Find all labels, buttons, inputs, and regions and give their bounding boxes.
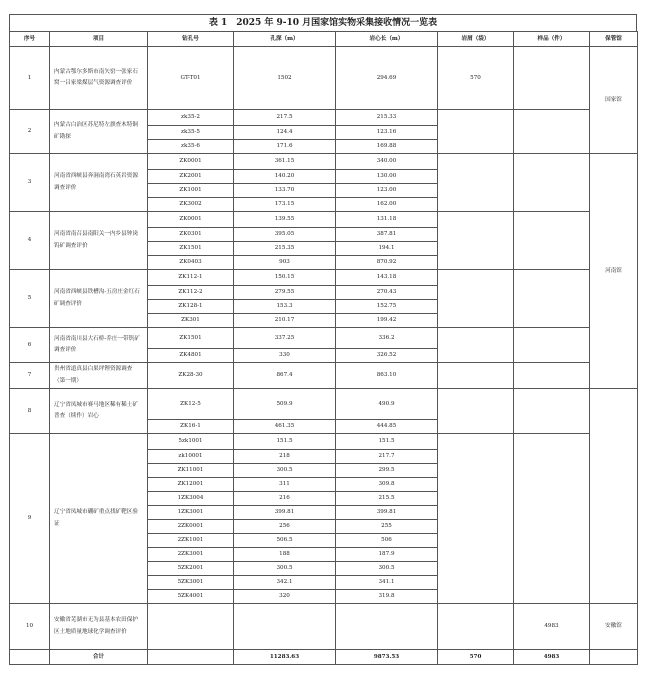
hole-depth: 506.5 <box>234 534 336 548</box>
hole-depth: 867.4 <box>234 363 336 389</box>
project-name: 辽宁省凤城市赛马地区稀有稀土矿普查（续作）岩心 <box>50 389 148 434</box>
rock-chips <box>438 328 514 363</box>
hole-depth: 330 <box>234 349 336 363</box>
core-length: 399.81 <box>336 506 438 520</box>
hole-depth: 461.35 <box>234 420 336 434</box>
core-length: 187.9 <box>336 548 438 562</box>
core-length: 336.2 <box>336 328 438 349</box>
hole-id: ZK3002 <box>148 198 234 212</box>
hole-depth: 153.3 <box>234 300 336 314</box>
total-label: 合计 <box>50 650 148 665</box>
samples <box>514 47 590 110</box>
core-length: 255 <box>336 520 438 534</box>
core-length: 294.69 <box>336 47 438 110</box>
hole-depth: 188 <box>234 548 336 562</box>
table-row <box>10 270 638 286</box>
table-row <box>10 154 638 170</box>
core-length: 123.16 <box>336 126 438 140</box>
total-hole <box>148 650 234 665</box>
summary-table-container <box>9 14 637 665</box>
total-no <box>10 650 50 665</box>
hole-id: 5ZK4001 <box>148 590 234 604</box>
core-length: 130.00 <box>336 170 438 184</box>
samples <box>514 154 590 212</box>
hole-id: ZK0001 <box>148 212 234 228</box>
samples <box>514 434 590 604</box>
core-length: 319.8 <box>336 590 438 604</box>
hole-id: ZK2001 <box>148 170 234 184</box>
hole-depth: 395.05 <box>234 228 336 242</box>
core-length: 506 <box>336 534 438 548</box>
hole-depth <box>234 604 336 650</box>
row-number: 10 <box>10 604 50 650</box>
table-title: 表 1 2025 年 9-10 月国家馆实物采集接收情况一览表 <box>9 14 637 31</box>
hole-id: 2ZK3001 <box>148 548 234 562</box>
samples <box>514 389 590 434</box>
hole-id: 1ZK3004 <box>148 492 234 506</box>
core-length: 151.5 <box>336 434 438 450</box>
core-length: 444.85 <box>336 420 438 434</box>
row-number: 9 <box>10 434 50 604</box>
rock-chips <box>438 389 514 434</box>
hole-id: 5ZK2001 <box>148 562 234 576</box>
header-row <box>10 32 638 47</box>
core-length: 387.81 <box>336 228 438 242</box>
table-row <box>10 604 638 650</box>
hole-id: 5zk1001 <box>148 434 234 450</box>
hole-depth: 361.15 <box>234 154 336 170</box>
core-length: 341.1 <box>336 576 438 590</box>
hole-depth: 300.5 <box>234 562 336 576</box>
rock-chips <box>438 604 514 650</box>
hole-depth: 139.55 <box>234 212 336 228</box>
table-row <box>10 110 638 126</box>
project-name: 河南省南川县大石桥-乔庄一带钒矿调查评价 <box>50 328 148 363</box>
hole-depth: 171.6 <box>234 140 336 154</box>
hole-id: ZK1501 <box>148 328 234 349</box>
hole-id: 2ZK1001 <box>148 534 234 548</box>
hole-depth: 216 <box>234 492 336 506</box>
hole-depth: 210.17 <box>234 314 336 328</box>
core-length: 194.1 <box>336 242 438 256</box>
hole-id: zk35-2 <box>148 110 234 126</box>
hole-depth: 133.70 <box>234 184 336 198</box>
header-core: 岩心长（m） <box>336 32 438 47</box>
project-name: 河南省西峡县铁槽沟-五房庄金红石矿调查评价 <box>50 270 148 328</box>
rock-chips <box>438 110 514 154</box>
project-name: 贵州省道真县白果坪锂资源调查（第一期） <box>50 363 148 389</box>
hole-id: ZK1001 <box>148 184 234 198</box>
hole-depth: 320 <box>234 590 336 604</box>
core-length: 162.00 <box>336 198 438 212</box>
core-length <box>336 604 438 650</box>
project-name: 河南省西峡县奔洞南湾石英岩资源调查评价 <box>50 154 148 212</box>
total-samples: 4983 <box>514 650 590 665</box>
hole-depth: 215.35 <box>234 242 336 256</box>
total-custodian <box>590 650 638 665</box>
hole-depth: 173.15 <box>234 198 336 212</box>
hole-depth: 399.81 <box>234 506 336 520</box>
core-length: 299.5 <box>336 464 438 478</box>
hole-depth: 903 <box>234 256 336 270</box>
hole-depth: 217.5 <box>234 110 336 126</box>
core-length: 152.75 <box>336 300 438 314</box>
total-core: 9873.53 <box>336 650 438 665</box>
hole-depth: 150.15 <box>234 270 336 286</box>
hole-depth: 124.4 <box>234 126 336 140</box>
table-row <box>10 47 638 110</box>
project-name: 安徽省芜湖市无为县基本农田保护区土地质量地球化学调查评价 <box>50 604 148 650</box>
core-length: 490.9 <box>336 389 438 420</box>
core-length: 143.18 <box>336 270 438 286</box>
project-name: 内蒙古白治区苏尼特左旗查木特铜矿勘探 <box>50 110 148 154</box>
hole-depth: 311 <box>234 478 336 492</box>
table-row <box>10 363 638 389</box>
hole-id: 2ZK0001 <box>148 520 234 534</box>
hole-depth: 218 <box>234 450 336 464</box>
custodian: 河南馆 <box>590 154 638 389</box>
core-length: 870.92 <box>336 256 438 270</box>
samples <box>514 328 590 363</box>
hole-id: ZK11001 <box>148 464 234 478</box>
hole-id: ZK12-5 <box>148 389 234 420</box>
core-length: 169.88 <box>336 140 438 154</box>
rock-chips <box>438 154 514 212</box>
custodian <box>590 389 638 604</box>
project-name: 河南省南召县南阳关一内乡县钟岗钨矿调查评价 <box>50 212 148 270</box>
hole-depth: 300.5 <box>234 464 336 478</box>
hole-id: zk35-6 <box>148 140 234 154</box>
core-length: 340.00 <box>336 154 438 170</box>
row-number: 1 <box>10 47 50 110</box>
row-number: 7 <box>10 363 50 389</box>
core-length: 131.18 <box>336 212 438 228</box>
row-number: 2 <box>10 110 50 154</box>
hole-id: ZK16-1 <box>148 420 234 434</box>
project-name: 内蒙古鄂尔多斯市南矢窑一张家石窝一吕家梁煤层气资源调查评价 <box>50 47 148 110</box>
summary-table <box>9 31 638 665</box>
hole-id: ZK12001 <box>148 478 234 492</box>
header-rock-chips: 岩屑（袋） <box>438 32 514 47</box>
core-length: 300.5 <box>336 562 438 576</box>
hole-id: ZK28-30 <box>148 363 234 389</box>
row-number: 8 <box>10 389 50 434</box>
hole-id: ZK0301 <box>148 228 234 242</box>
hole-depth: 256 <box>234 520 336 534</box>
core-length: 326.52 <box>336 349 438 363</box>
table-row <box>10 328 638 349</box>
samples <box>514 363 590 389</box>
hole-id: 1ZK3001 <box>148 506 234 520</box>
table-row <box>10 389 638 420</box>
hole-id: ZK0403 <box>148 256 234 270</box>
header-samples: 样品（件） <box>514 32 590 47</box>
rock-chips: 570 <box>438 47 514 110</box>
core-length: 123.00 <box>336 184 438 198</box>
core-length: 270.43 <box>336 286 438 300</box>
samples: 4983 <box>514 604 590 650</box>
table-body <box>10 47 638 650</box>
core-length: 215.5 <box>336 492 438 506</box>
table-row <box>10 434 638 450</box>
hole-id: zk10001 <box>148 450 234 464</box>
total-rock-chips: 570 <box>438 650 514 665</box>
header-no: 序号 <box>10 32 50 47</box>
hole-depth: 509.9 <box>234 389 336 420</box>
header-depth: 孔深（m） <box>234 32 336 47</box>
hole-id: ZK0001 <box>148 154 234 170</box>
rock-chips <box>438 434 514 604</box>
row-number: 6 <box>10 328 50 363</box>
hole-depth: 279.55 <box>234 286 336 300</box>
hole-depth: 140.20 <box>234 170 336 184</box>
hole-depth: 1502 <box>234 47 336 110</box>
table-row <box>10 212 638 228</box>
core-length: 199.42 <box>336 314 438 328</box>
header-custodian: 保管馆 <box>590 32 638 47</box>
rock-chips <box>438 363 514 389</box>
row-number: 4 <box>10 212 50 270</box>
header-project: 项目 <box>50 32 148 47</box>
hole-id <box>148 604 234 650</box>
core-length: 217.7 <box>336 450 438 464</box>
samples <box>514 110 590 154</box>
row-number: 5 <box>10 270 50 328</box>
rock-chips <box>438 270 514 328</box>
hole-id: ZK4801 <box>148 349 234 363</box>
core-length: 309.8 <box>336 478 438 492</box>
custodian: 安徽馆 <box>590 604 638 650</box>
hole-depth: 342.1 <box>234 576 336 590</box>
hole-id: ZK1501 <box>148 242 234 256</box>
core-length: 863.10 <box>336 363 438 389</box>
hole-id: ZK301 <box>148 314 234 328</box>
custodian: 国家馆 <box>590 47 638 154</box>
samples <box>514 212 590 270</box>
hole-id: 5ZK3001 <box>148 576 234 590</box>
samples <box>514 270 590 328</box>
hole-id: GT-T01 <box>148 47 234 110</box>
project-name: 辽宁省凤城市硼矿重点找矿靶区验证 <box>50 434 148 604</box>
hole-id: ZK112-2 <box>148 286 234 300</box>
row-number: 3 <box>10 154 50 212</box>
core-length: 215.33 <box>336 110 438 126</box>
hole-depth: 151.5 <box>234 434 336 450</box>
header-hole: 钻孔号 <box>148 32 234 47</box>
total-depth: 11283.63 <box>234 650 336 665</box>
rock-chips <box>438 212 514 270</box>
hole-id: ZK112-1 <box>148 270 234 286</box>
hole-id: zk35-5 <box>148 126 234 140</box>
total-row <box>10 650 638 665</box>
hole-depth: 337.25 <box>234 328 336 349</box>
hole-id: ZK128-1 <box>148 300 234 314</box>
